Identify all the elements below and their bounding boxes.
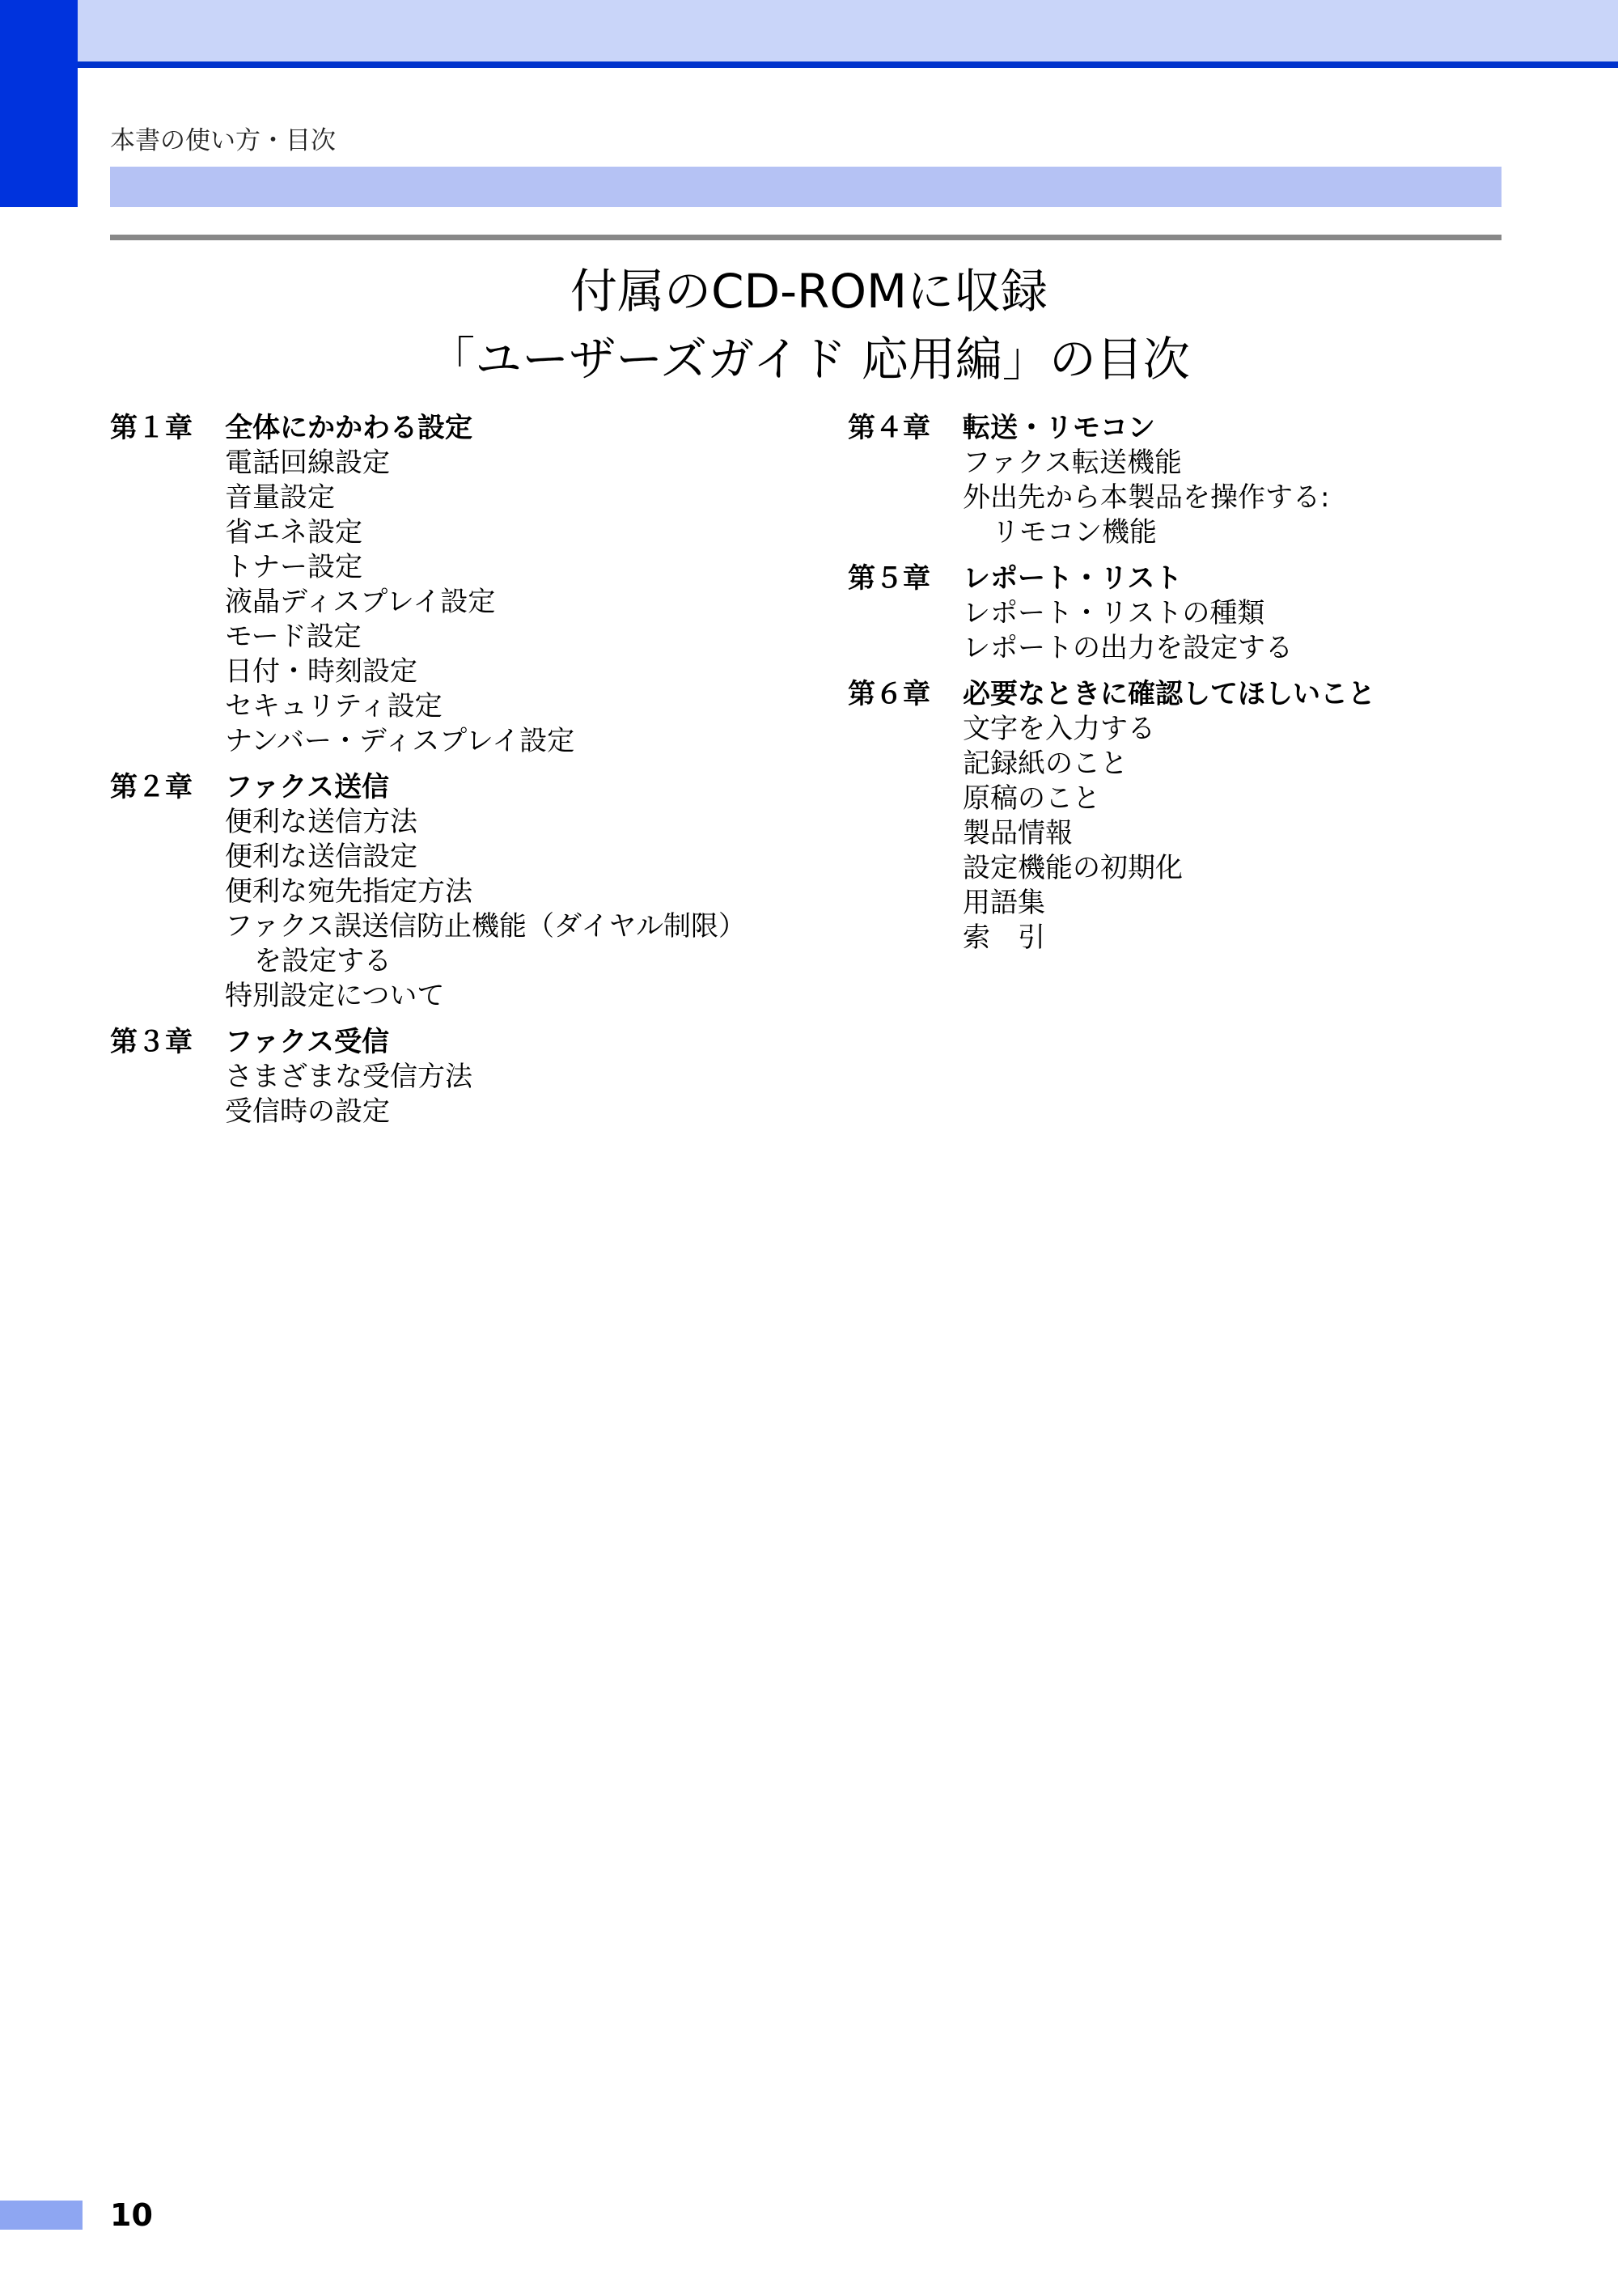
toc-item[interactable]: ナンバー・ディスプレイ設定: [225, 725, 575, 757]
toc-item[interactable]: 設定機能の初期化: [963, 852, 1183, 884]
chapter-tab-marker: [0, 0, 78, 207]
toc-item[interactable]: トナー設定: [225, 551, 362, 583]
toc-item[interactable]: ファクス誤送信防止機能（ダイヤル制限）: [225, 910, 746, 943]
toc-chapter-5: [848, 561, 1544, 666]
toc-left-column: [110, 411, 806, 1141]
toc-item[interactable]: 便利な送信設定: [225, 841, 417, 873]
toc-item[interactable]: さまざまな受信方法: [225, 1061, 472, 1093]
chapter-title[interactable]: ファクス送信: [225, 771, 389, 803]
chapter-number: 第６章: [848, 678, 930, 710]
toc-item[interactable]: 記録紙のこと: [963, 748, 1128, 780]
chapter-title[interactable]: 転送・リモコン: [963, 412, 1155, 444]
toc-item[interactable]: 便利な送信方法: [225, 806, 417, 838]
header-rule: [78, 61, 1618, 68]
toc-item[interactable]: モード設定: [225, 621, 362, 653]
toc-item-continuation[interactable]: リモコン機能: [992, 516, 1157, 549]
toc-item[interactable]: ファクス転送機能: [963, 447, 1182, 479]
toc-item[interactable]: 索 引: [963, 921, 1045, 954]
toc-chapter-2: [110, 770, 806, 1014]
chapter-number: 第３章: [110, 1026, 193, 1058]
toc-chapter-3: [110, 1025, 806, 1129]
toc-item[interactable]: レポート・リストの種類: [963, 597, 1265, 629]
page-number: 10: [110, 2197, 153, 2233]
toc-chapter-6: [848, 677, 1544, 955]
footer-marker: [0, 2201, 83, 2230]
chapter-number: 第２章: [110, 771, 193, 803]
title-rule: [110, 235, 1502, 240]
toc-item[interactable]: 日付・時刻設定: [225, 655, 417, 688]
section-bar: [110, 167, 1502, 207]
toc-item[interactable]: 音量設定: [225, 481, 335, 514]
page-title-line-2: 「ユーザーズガイド 応用編」の目次: [428, 332, 1190, 387]
toc-item-continuation[interactable]: を設定する: [254, 945, 392, 977]
chapter-number: 第５章: [848, 562, 930, 595]
toc-right-column: [848, 411, 1544, 967]
toc-item[interactable]: 電話回線設定: [225, 447, 390, 479]
toc-item[interactable]: 外出先から本製品を操作する:: [963, 481, 1330, 514]
chapter-number: 第１章: [110, 412, 193, 444]
toc-item[interactable]: 省エネ設定: [225, 516, 362, 549]
chapter-title[interactable]: レポート・リスト: [963, 562, 1183, 595]
page-title-line-1: 付属のCD-ROMに収録: [570, 264, 1048, 319]
toc-chapter-1: [110, 411, 806, 759]
toc-item[interactable]: セキュリティ設定: [225, 690, 443, 722]
chapter-title[interactable]: 必要なときに確認してほしいこと: [963, 678, 1375, 710]
toc-item[interactable]: 便利な宛先指定方法: [225, 875, 472, 908]
page-title: [0, 257, 1618, 393]
toc-item[interactable]: 特別設定について: [225, 980, 445, 1012]
chapter-number: 第４章: [848, 412, 930, 444]
toc-item[interactable]: 原稿のこと: [963, 782, 1100, 815]
toc-item[interactable]: 製品情報: [963, 817, 1073, 849]
header-band: [78, 0, 1618, 65]
toc-item[interactable]: 文字を入力する: [963, 713, 1155, 745]
chapter-title[interactable]: ファクス受信: [225, 1026, 389, 1058]
toc-item[interactable]: 液晶ディスプレイ設定: [225, 586, 496, 618]
toc-chapter-4: [848, 411, 1544, 550]
toc-item[interactable]: 用語集: [963, 887, 1045, 919]
toc-item[interactable]: 受信時の設定: [225, 1095, 390, 1128]
section-label: 本書の使い方・目次: [110, 126, 336, 155]
chapter-title[interactable]: 全体にかかわる設定: [225, 412, 472, 444]
toc-item[interactable]: レポートの出力を設定する: [963, 632, 1293, 664]
